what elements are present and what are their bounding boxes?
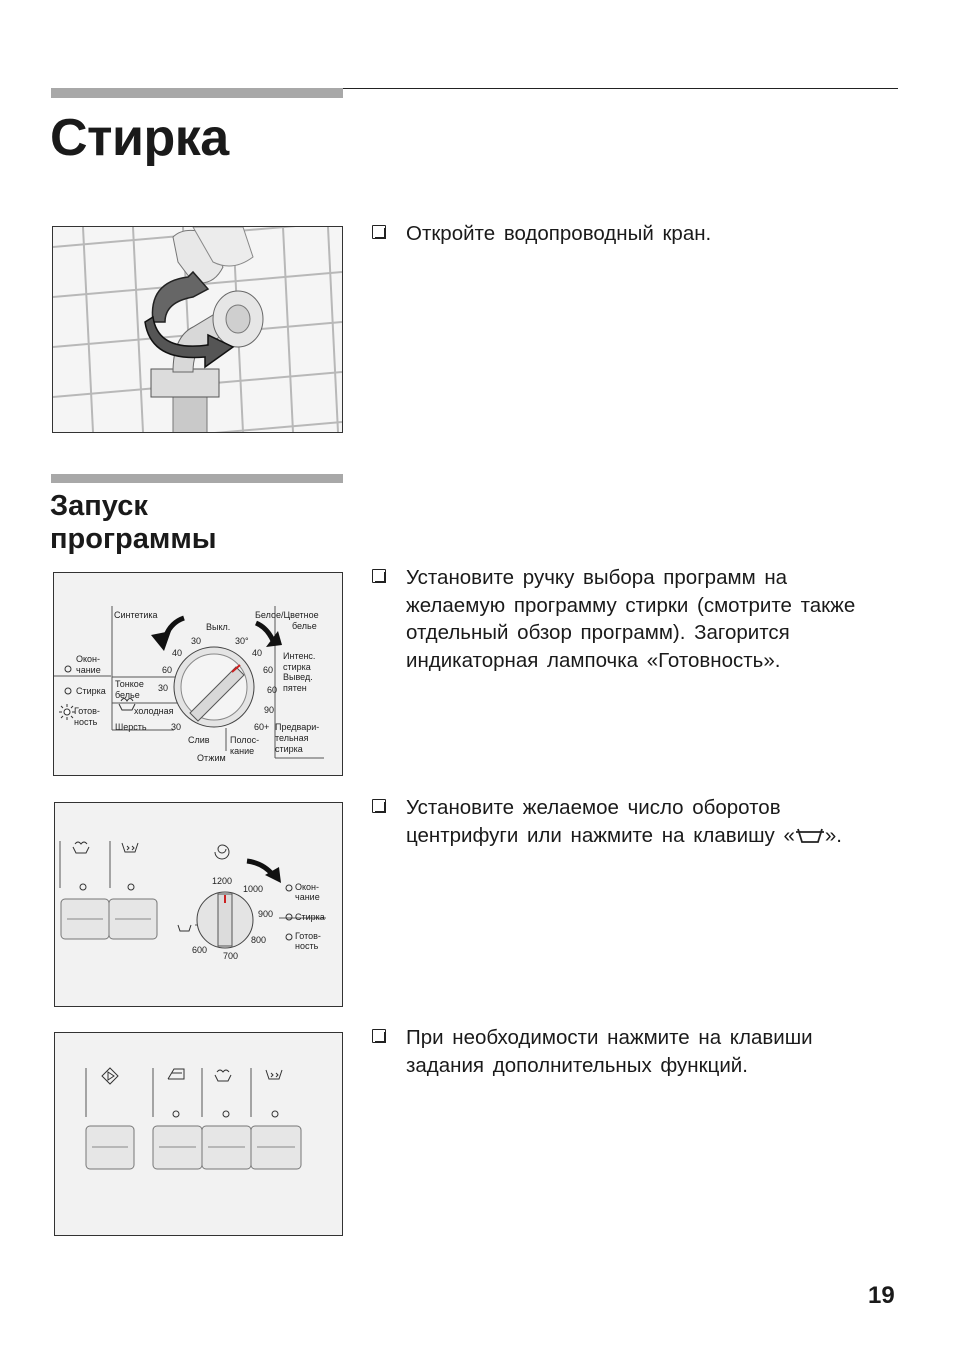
label-intense-1: Интенс. bbox=[283, 651, 316, 661]
header-rule bbox=[343, 88, 898, 89]
temp-60-plus: 60+ bbox=[254, 722, 270, 732]
temp-30-left: 30 bbox=[191, 636, 202, 646]
temp-30-wool: 30 bbox=[171, 722, 182, 732]
page-title: Стирка bbox=[50, 109, 229, 167]
header-gray-bar bbox=[51, 88, 343, 98]
step-text-main: Установите желаемое число оборотов центрифуги или нажмите на клавишу « bbox=[406, 796, 795, 847]
temp-90: 90 bbox=[264, 705, 275, 715]
spin-label-end-1: Окон- bbox=[295, 882, 320, 892]
checkbox-bullet-icon bbox=[372, 799, 386, 813]
label-prewash-3: стирка bbox=[275, 744, 303, 754]
label-intense-2: стирка bbox=[283, 662, 311, 672]
label-end-2: чание bbox=[76, 665, 101, 675]
speed-800: 800 bbox=[251, 935, 267, 945]
step-open-tap bbox=[372, 220, 882, 248]
label-cold: холодная bbox=[134, 706, 174, 716]
label-white-color-1: Белое/Цветное bbox=[255, 610, 319, 620]
rinse-hold-button[interactable] bbox=[61, 899, 109, 939]
checkbox-bullet-icon bbox=[372, 1029, 386, 1043]
start-pause-button[interactable] bbox=[86, 1126, 134, 1169]
checkbox-bullet-icon bbox=[372, 569, 386, 583]
easy-iron-icon bbox=[168, 1069, 184, 1079]
step-select-spin bbox=[372, 794, 882, 849]
label-drain: Слив bbox=[188, 735, 210, 745]
speed-600: 600 bbox=[192, 945, 208, 955]
no-spin-button[interactable] bbox=[251, 1126, 301, 1169]
label-stain-2: пятен bbox=[283, 683, 307, 693]
label-stain-1: Вывед. bbox=[283, 672, 313, 682]
section-title-line2: программы bbox=[50, 523, 217, 555]
section-title-line1: Запуск bbox=[50, 490, 148, 522]
spin-selector-illustration bbox=[54, 802, 343, 1007]
spin-label-end-2: чание bbox=[295, 892, 320, 902]
step-text: При необходимости нажмите на клавиши задания дополнительных функций. bbox=[406, 1026, 813, 1077]
step-text: Откройте водопроводный кран. bbox=[406, 222, 712, 245]
section-title bbox=[50, 490, 217, 556]
label-wool: Шерсть bbox=[115, 722, 147, 732]
no-spin-key-icon bbox=[795, 827, 825, 845]
label-delicate-2: белье bbox=[115, 690, 140, 700]
program-selector-illustration bbox=[53, 572, 343, 776]
no-spin-icon bbox=[266, 1070, 282, 1079]
page-number: 19 bbox=[868, 1282, 895, 1309]
step-select-program bbox=[372, 564, 882, 674]
label-ready-1: Готов- bbox=[74, 706, 100, 716]
label-spin: Отжим bbox=[197, 753, 226, 763]
temp-30-deg: 30° bbox=[235, 636, 249, 646]
temp-60-right: 60 bbox=[263, 665, 274, 675]
spin-label-wash: Стирка bbox=[295, 912, 325, 922]
temp-60-left: 60 bbox=[162, 665, 173, 675]
spin-label-ready-2: ность bbox=[295, 941, 319, 951]
option-keys-illustration bbox=[54, 1032, 343, 1236]
label-delicate-1: Тонкое bbox=[115, 679, 144, 689]
label-off: Выкл. bbox=[206, 622, 231, 632]
label-wash: Стирка bbox=[76, 686, 106, 696]
step-extra-functions bbox=[372, 1024, 882, 1079]
label-rinse-1: Полос- bbox=[230, 735, 260, 745]
section-gray-bar bbox=[51, 474, 343, 483]
temp-40-right: 40 bbox=[252, 648, 263, 658]
no-spin-button[interactable] bbox=[109, 899, 157, 939]
no-spin-icon bbox=[122, 843, 138, 852]
label-prewash-1: Предвари- bbox=[275, 722, 320, 732]
spin-speed-icon bbox=[215, 845, 229, 859]
rinse-hold-button[interactable] bbox=[202, 1126, 251, 1169]
speed-1200: 1200 bbox=[212, 876, 233, 886]
start-pause-icon bbox=[102, 1068, 118, 1084]
program-dial-knob[interactable] bbox=[174, 647, 254, 727]
temp-30-mid: 30 bbox=[158, 683, 169, 693]
speed-700: 700 bbox=[223, 951, 239, 961]
label-synthetics: Синтетика bbox=[114, 610, 158, 620]
speed-900: 900 bbox=[258, 909, 274, 919]
rinse-hold-icon bbox=[73, 842, 89, 853]
label-end-1: Окон- bbox=[76, 654, 101, 664]
ready-lamp-icon bbox=[59, 704, 75, 720]
speed-1000: 1000 bbox=[243, 884, 264, 894]
label-ready-2: ность bbox=[74, 717, 98, 727]
spin-dial-knob[interactable] bbox=[197, 892, 253, 948]
step-text-end: ». bbox=[824, 823, 843, 847]
spin-label-ready-1: Готов- bbox=[295, 931, 321, 941]
step-text: Установите ручку выбора программ на желаемую программу стирки (смотрите также отдельный обзор программ). Загорится индикаторная лампочка «Готовность». bbox=[406, 566, 856, 672]
easy-iron-button[interactable] bbox=[153, 1126, 202, 1169]
label-rinse-2: кание bbox=[230, 746, 255, 756]
label-prewash-2: тельная bbox=[275, 733, 309, 743]
temp-60-stain: 60 bbox=[267, 685, 278, 695]
faucet-illustration bbox=[52, 226, 343, 433]
temp-40-left: 40 bbox=[172, 648, 183, 658]
rinse-hold-icon bbox=[215, 1070, 231, 1081]
label-white-color-2: белье bbox=[292, 621, 317, 631]
checkbox-bullet-icon bbox=[372, 225, 386, 239]
step-text bbox=[406, 794, 882, 849]
